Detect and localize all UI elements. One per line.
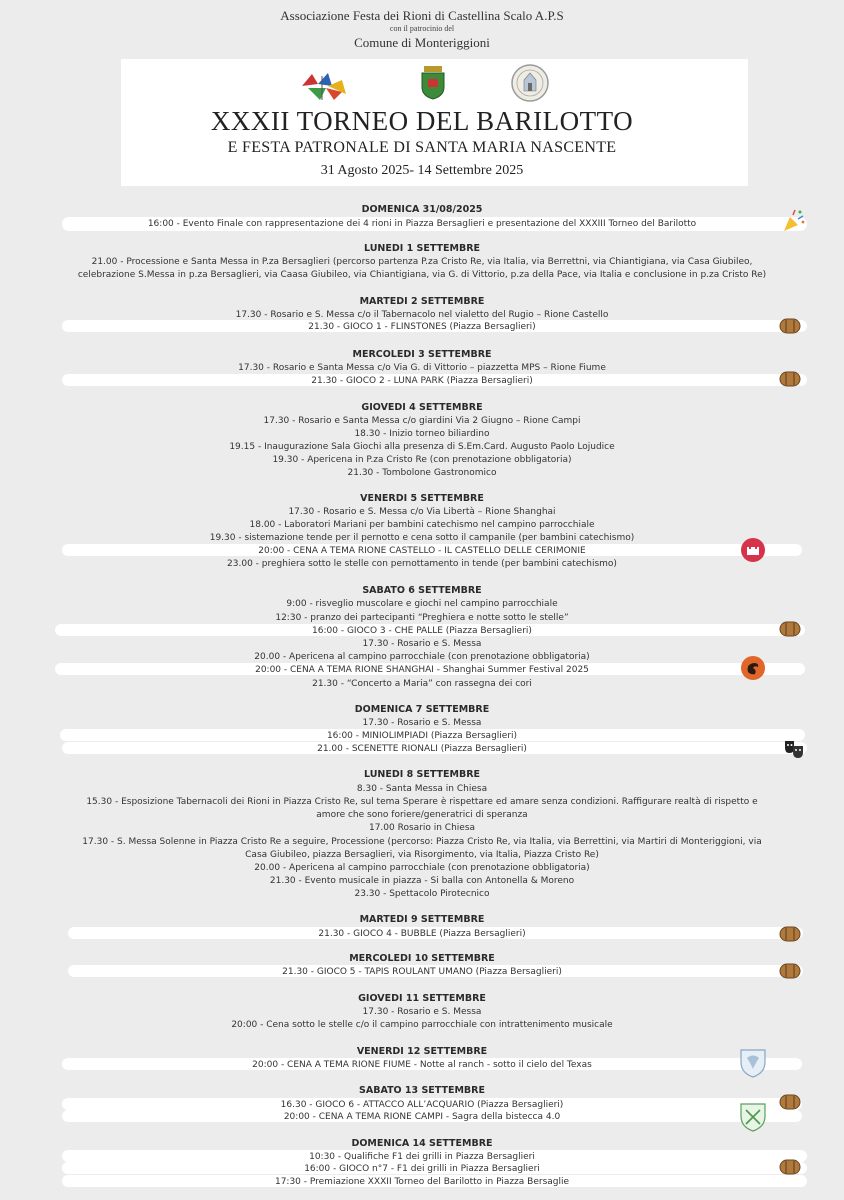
event-line: celebrazione S.Messa in p.za Bersaglieri, via Caasa Giubileo, via Chiantigiana, via G. di Vittorio, p.za della Pace, via Italia e conclusione in p.za Cristo Re)	[77, 270, 767, 280]
day-heading: MARTEDI 9 SETTEMBRE	[359, 914, 485, 925]
event-line: 10:30 - Qualifiche F1 dei grilli in Piazza Bersaglieri	[309, 1152, 535, 1162]
event-line: 9:00 - risveglio muscolare e giochi nel campino parrocchiale	[286, 599, 558, 609]
event-line: 20.00 - Apericena al campino parrocchiale (con prenotazione obbligatoria)	[254, 863, 590, 873]
event-line: 17.30 - Rosario e S. Messa	[362, 1007, 482, 1017]
barrel-icon	[779, 317, 801, 335]
event-line: 17.30 - Rosario e S. Messa	[362, 639, 482, 649]
event-line: 21.30 - GIOCO 5 - TAPIS ROULANT UMANO (Piazza Bersaglieri)	[282, 967, 562, 977]
event-line: 21.30 - Tombolone Gastronomico	[347, 468, 497, 478]
campi-shield-icon	[738, 1101, 768, 1133]
event-line: 21.00 - Processione e Santa Messa in P.za Bersaglieri (percorso partenza P.za Cristo Re, via Italia, via Berrettni, via Chiantigiana, via Casa Giubileo,	[91, 257, 753, 267]
event-line: 15.30 - Esposizione Tabernacoli dei Rioni in Piazza Cristo Re, sul tema Sperare è rispettare ed amare senza condizioni. Raffigurare realtà di rispetto e	[86, 797, 758, 807]
day-heading: LUNEDI 1 SETTEMBRE	[363, 243, 480, 254]
event-line: 20:00 - CENA A TEMA RIONE FIUME - Notte al ranch - sotto il cielo del Texas	[252, 1060, 592, 1070]
day-heading: VENERDI 12 SETTEMBRE	[356, 1046, 488, 1057]
event-line: 8.30 - Santa Messa in Chiesa	[356, 784, 488, 794]
event-line: 18.00 - Laboratori Mariani per bambini catechismo nel campino parrocchiale	[249, 520, 595, 530]
dragon-badge-icon	[740, 655, 766, 681]
event-line: 16:00 - Evento Finale con rappresentazione dei 4 rioni in Piazza Bersaglieri e presentazione del XXXIII Torneo del Barilotto	[147, 219, 697, 229]
event-line: 21.30 - GIOCO 4 - BUBBLE (Piazza Bersaglieri)	[318, 929, 526, 939]
event-line: 20.00 - Apericena al campino parrocchiale (con prenotazione obbligatoria)	[254, 652, 590, 662]
barrel-icon	[779, 925, 801, 943]
festival-subtitle: E FESTA PATRONALE DI SANTA MARIA NASCENTE	[227, 139, 617, 156]
day-heading: GIOVEDI 11 SETTEMBRE	[358, 993, 486, 1004]
event-line: 16.30 - GIOCO 6 - ATTACCO ALL’ACQUARIO (Piazza Bersaglieri)	[280, 1100, 564, 1110]
event-line: 17.30 - Rosario e Santa Messa c/o Via G. di Vittorio – piazzetta MPS – Rione Fiume	[238, 363, 606, 373]
event-line: 17.30 - Rosario e Santa Messa c/o giardini Via 2 Giugno – Rione Campi	[263, 416, 581, 426]
event-line: 21.30 - Evento musicale in piazza - Si balla con Antonella & Moreno	[269, 876, 575, 886]
event-line: Casa Giubileo, piazza Bersaglieri, via Risorgimento, via Italia, Piazza Cristo Re)	[245, 850, 599, 860]
day-heading: DOMENICA 14 SETTEMBRE	[351, 1138, 493, 1149]
event-line: 20:00 - Cena sotto le stelle c/o il campino parrocchiale con intrattenimento musicale	[231, 1020, 613, 1030]
event-line: 21.30 - GIOCO 1 - FLINSTONES (Piazza Bersaglieri)	[308, 322, 536, 332]
patronage-note: con il patrocinio del	[389, 24, 455, 33]
party-popper-icon	[778, 207, 806, 235]
day-heading: DOMENICA 31/08/2025	[361, 204, 483, 215]
barrel-icon	[779, 1158, 801, 1176]
municipality-name: Comune di Monteriggioni	[354, 35, 490, 50]
event-line: 17.30 - Rosario e S. Messa	[362, 718, 482, 728]
day-heading: VENERDI 5 SETTEMBRE	[360, 493, 484, 504]
event-line: 17.30 - Rosario e S. Messa c/o Via Libertà – Rione Shanghai	[288, 507, 556, 517]
event-line: 20:00 - CENA A TEMA RIONE SHANGHAI - Shanghai Summer Festival 2025	[255, 665, 589, 675]
church-seal-logo	[510, 63, 550, 103]
texas-shield-icon	[738, 1047, 768, 1079]
event-line: 23.00 - preghiera sotto le stelle con pernottamento in tende (per bambini catechismo)	[227, 559, 617, 569]
event-line: 23.30 - Spettacolo Pirotecnico	[354, 889, 490, 899]
event-line: 19.30 - sistemazione tende per il pernotto e cena sotto il campanile (per bambini catechismo)	[209, 533, 635, 543]
day-heading: SABATO 13 SETTEMBRE	[359, 1085, 485, 1096]
event-line: 18.30 - Inizio torneo biliardino	[354, 429, 490, 439]
event-dates: 31 Agosto 2025- 14 Settembre 2025	[320, 163, 524, 178]
event-line: 16:00 - GIOCO 3 - CHE PALLE (Piazza Bersaglieri)	[312, 626, 532, 636]
event-line: 17:30 - Premiazione XXXII Torneo del Barilotto in Piazza Bersaglie	[274, 1177, 570, 1187]
event-line: 19.30 - Apericena in P.za Cristo Re (con prenotazione obbligatoria)	[272, 455, 572, 465]
event-line: 21.30 - “Concerto a Maria” con rassegna dei cori	[312, 679, 532, 689]
event-line: amore che sono foriere/generatrici di speranza	[316, 810, 528, 820]
barrel-icon	[779, 370, 801, 388]
day-heading: DOMENICA 7 SETTEMBRE	[354, 704, 490, 715]
barrel-icon	[779, 1093, 801, 1111]
event-line: 20:00 - CENA A TEMA RIONE CASTELLO - IL CASTELLO DELLE CERIMONIE	[258, 546, 586, 556]
event-line: 16:00 - MINIOLIMPIADI (Piazza Bersaglieri)	[326, 731, 518, 741]
day-heading: SABATO 6 SETTEMBRE	[362, 585, 482, 596]
event-line: 17.30 - Rosario e S. Messa c/o il Tabernacolo nel vialetto del Rugio – Rione Castello	[235, 310, 609, 320]
castle-badge-icon	[740, 537, 766, 563]
event-line: 20:00 - CENA A TEMA RIONE CAMPI - Sagra della bistecca 4.0	[283, 1112, 561, 1122]
theater-masks-icon	[782, 737, 806, 761]
barrel-icon	[779, 962, 801, 980]
day-heading: GIOVEDI 4 SETTEMBRE	[361, 402, 483, 413]
event-line: 16:00 - GIOCO n°7 - F1 dei grilli in Piazza Bersaglieri	[304, 1164, 540, 1174]
association-name: Associazione Festa dei Rioni di Castellina Scalo A.P.S	[280, 8, 564, 23]
event-line: 21.00 - SCENETTE RIONALI (Piazza Bersaglieri)	[317, 744, 527, 754]
day-heading: LUNEDI 8 SETTEMBRE	[363, 769, 480, 780]
event-line: 19.15 - Inaugurazione Sala Giochi alla presenza di S.Em.Card. Augusto Paolo Lojudice	[229, 442, 615, 452]
rioni-flags-logo	[298, 70, 350, 102]
event-line: 21.30 - GIOCO 2 - LUNA PARK (Piazza Bersaglieri)	[311, 376, 533, 386]
barrel-icon	[779, 620, 801, 638]
day-heading: MERCOLEDI 3 SETTEMBRE	[352, 349, 492, 360]
tournament-title: XXXII TORNEO DEL BARILOTTO	[210, 106, 634, 136]
day-heading: MARTEDI 2 SETTEMBRE	[359, 296, 485, 307]
comune-crest-logo	[418, 63, 448, 101]
event-line: 17.00 Rosario in Chiesa	[368, 823, 476, 833]
day-heading: MERCOLEDI 10 SETTEMBRE	[349, 953, 495, 964]
event-line: 12:30 - pranzo dei partecipanti “Preghiera e notte sotto le stelle”	[275, 613, 569, 623]
event-line: 17.30 - S. Messa Solenne in Piazza Cristo Re a seguire, Processione (percorso: Piazza Cristo Re, via Italia, via Berrettini, via Martiri di Monteriggioni, via	[82, 837, 762, 847]
